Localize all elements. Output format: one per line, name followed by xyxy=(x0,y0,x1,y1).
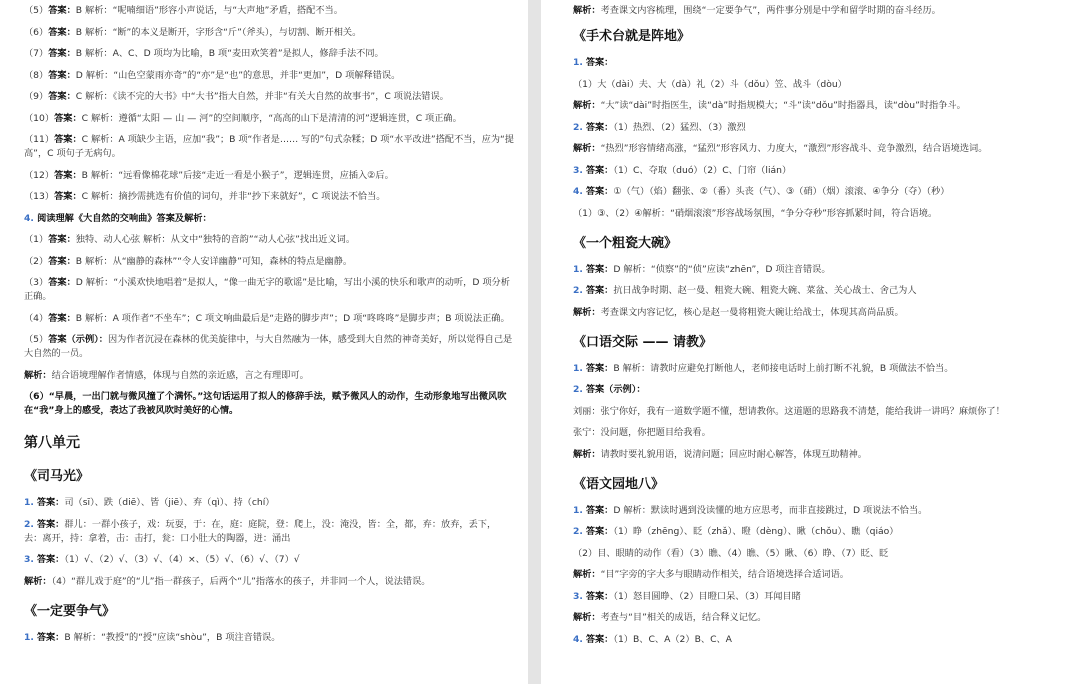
answer-line: 1. 答案：B 解析：请教时应避免打断他人，老师接电话时上前打断不礼貌，B 项做法不恰当。 xyxy=(573,362,954,374)
answer-line: 4. 答案：（1）B、C、A（2）B、C、A xyxy=(573,633,732,645)
answer-line: （7）答案：B 解析：A、C、D 项均为比喻，B 项“麦田欢笑着”是拟人，修辞手法不同。 xyxy=(24,48,384,59)
analysis-line: 解析：考查课文内容记忆，核心是赵一曼将粗瓷大碗让给战士，体现其高尚品质。 xyxy=(573,306,904,318)
answer-line: （13）答案：C 解析：摘抄需挑选有价值的词句，并非“抄下来就好”，C 项说法不恰当。 xyxy=(24,191,386,202)
answer-line-bold: （6）“早晨，一出门就与微风撞了个满怀。”这句话运用了拟人的修辞手法，赋予微风人的动作，生动形象地写出微风吹在“我”身上的感受，表达了我被风吹时美好的心情。 xyxy=(24,391,507,416)
answer-line: 1. 答案：司（sī）、跌（diē）、皆（jiē）、弃（qì）、持（chí） xyxy=(24,497,275,508)
answer-line: （11）答案：C 解析：A 项缺少主语，应加“我”；B 项“作者是…… 写的”句式杂糅；D 项“水平改进”搭配不当，应为“提高”，C 项句子无病句。 xyxy=(24,134,514,159)
page-gutter xyxy=(528,0,541,684)
answer-line: 3. 答案：（1）C、夺取（duó）（2）C、门帘（lián） xyxy=(573,164,792,176)
answer-line: （1）③、（2）④解析：“硝烟滚滚”形容战场氛围，“争分夺秒”形容抓紧时间，符合语境。 xyxy=(573,207,938,219)
analysis-line: 解析：“大”读“dài”时指医生，读“dà”时指规模大；“斗”读“dǒu”时指器具，读“dòu”时指争斗。 xyxy=(573,100,966,111)
answer-line: 3. 答案：（1）√、（2）√、（3）√、（4）×、（5）√、（6）√、（7）√ xyxy=(24,554,300,565)
dialogue-line: 刘丽：张宁你好，我有一道数学题不懂，想请教你。这道题的思路我不清楚，能给我讲一讲吗？麻烦你了！ xyxy=(573,405,1005,417)
answer-line: （6）答案：B 解析：“断”的本义是断开，字形含“斤”（斧头），与切割、断开相关。 xyxy=(24,26,362,38)
answer-line: 2. 答案：抗日战争时期、赵一曼、粗瓷大碗、粗瓷大碗、菜盆、关心战士、舍己为人 xyxy=(573,285,917,296)
analysis-line: 解析：请教时要礼貌用语，说清问题；回应时耐心解答，体现互助精神。 xyxy=(573,448,867,460)
answer-line: （1）大（dài）夫、大（dà）礼（2）斗（dǒu）笠、战斗（dòu） xyxy=(573,78,847,90)
analysis-line: 解析：（4）“群儿戏于庭”的“儿”指一群孩子，后两个“儿”指落水的孩子，并非同一个人，说法错误。 xyxy=(24,575,431,587)
answer-line: （2）目、眼睛的动作（看）（3）瞧、（4）瞧、（5）瞅、（6）睁、（7）眨、眨 xyxy=(573,547,889,559)
analysis-line: 解析：“热烈”形容情绪高涨，“猛烈”形容风力、力度大，“激烈”形容战斗、竞争激烈，结合语境选词。 xyxy=(573,143,988,154)
unit-heading: 第八单元 xyxy=(24,435,80,451)
answer-line: 1. 答案： xyxy=(573,57,614,68)
answer-line: 3. 答案：（1）怒目圆睁、（2）目瞪口呆、（3）耳闻目睹 xyxy=(573,590,801,602)
document-page-right xyxy=(541,0,1080,684)
answer-line: 2. 答案：群儿：一群小孩子，戏：玩耍，于：在，庭：庭院，登：爬上，没：淹没，皆：全，都，弃：放弃，丢下，去：离开，持：拿着，击：击打，瓮：口小肚大的陶器，迸：涌出 xyxy=(24,518,497,544)
answer-line: （1）答案：独特、动人心弦 解析：从文中“独特的音韵”“动人心弦”找出近义词。 xyxy=(24,234,356,245)
analysis-line: 解析：结合语境理解作者情感，体现与自然的亲近感，言之有理即可。 xyxy=(24,369,309,381)
answer-line: （3）答案：D 解析：“小溪欢快地唱着”是拟人，“像一曲无字的歌谣”是比喻，写出小溪的快乐和歌声的动听，D 项分析正确。 xyxy=(24,277,510,302)
lesson-title: 《语文园地八》 xyxy=(573,476,665,492)
section-heading: 4. 阅读理解《大自然的交响曲》答案及解析： xyxy=(24,212,212,224)
answer-line: （12）答案：B 解析：“远看像棉花球”后接“走近一看是小猴子”，逻辑连贯，应插入②后。 xyxy=(24,169,394,181)
answer-line: 2. 答案：（1）热烈、（2）猛烈、（3）激烈 xyxy=(573,121,746,133)
lesson-title: 《口语交际 —— 请教》 xyxy=(573,334,713,350)
answer-line: （5）答案：B 解析：“呢喃细语”形容小声说话，与“大声地”矛盾，搭配不当。 xyxy=(24,5,343,16)
analysis-line: 解析：考查课文内容梳理，围绕“一定要争气”，两件事分别是中学和留学时期的奋斗经历。 xyxy=(573,5,941,16)
answer-line: （2）答案：B 解析：从“幽静的森林”“令人安详幽静”可知，森林的特点是幽静。 xyxy=(24,255,353,267)
answer-line: 4. 答案：①（气）（焰）翻张、②（番）头丧（气）、③（硝）（烟）滚滚、④争分（夺）（秒） xyxy=(573,186,950,197)
lesson-title: 《一定要争气》 xyxy=(24,603,116,619)
dialogue-line: 张宁：没问题，你把题目给我看。 xyxy=(573,427,711,438)
lesson-title: 《司马光》 xyxy=(24,469,90,484)
analysis-line: 解析：考查与“目”相关的成语，结合释义记忆。 xyxy=(573,612,767,623)
answer-line: （10）答案：C 解析：遵循“太阳 — 山 — 河”的空间顺序，“高高的山下是清清的河”逻辑连贯，C 项正确。 xyxy=(24,112,462,124)
lesson-title: 《一个粗瓷大碗》 xyxy=(573,235,678,251)
answer-line: （8）答案：D 解析：“山色空蒙雨亦奇”的“亦”是“也”的意思，并非“更加”，D 项解释错误。 xyxy=(24,69,401,81)
answer-line: 1. 答案：D 解析：默读时遇到没读懂的地方应思考，而非直接跳过，D 项说法不恰当。 xyxy=(573,504,928,516)
document-page-left xyxy=(0,0,528,684)
analysis-line: 解析：“目”字旁的字大多与眼睛动作相关，结合语境选择合适词语。 xyxy=(573,569,849,580)
answer-line: （4）答案：B 解析：A 项作者“不坐车”；C 项文响曲最后是“走路的脚步声”；D 项“咚咚咚”是脚步声；B 项说法正确。 xyxy=(24,312,510,324)
answer-line: （5）答案（示例）：因为作者沉浸在森林的优美旋律中，与大自然融为一体，感受到大自然的神奇美好，所以觉得自己是大自然的一员。 xyxy=(24,334,513,359)
answer-line: 2. 答案（示例）： xyxy=(573,384,646,395)
answer-line: （9）答案：C 解析：《读不完的大书》中“大书”指大自然，并非“有关大自然的故事书”，C 项说法错误。 xyxy=(24,91,449,102)
answer-line: 2. 答案：（1）睁（zhēng）、眨（zhǎ）、瞪（dèng）、瞅（chǒu）、瞧（qiáo） xyxy=(573,526,899,537)
answer-line: 1. 答案：B 解析：“教授”的“授”应读“shòu”，B 项注音错误。 xyxy=(24,631,281,643)
lesson-title: 《手术台就是阵地》 xyxy=(573,29,691,44)
answer-line: 1. 答案：D 解析：“侦察”的“侦”应读“zhēn”，D 项注音错误。 xyxy=(573,263,831,275)
